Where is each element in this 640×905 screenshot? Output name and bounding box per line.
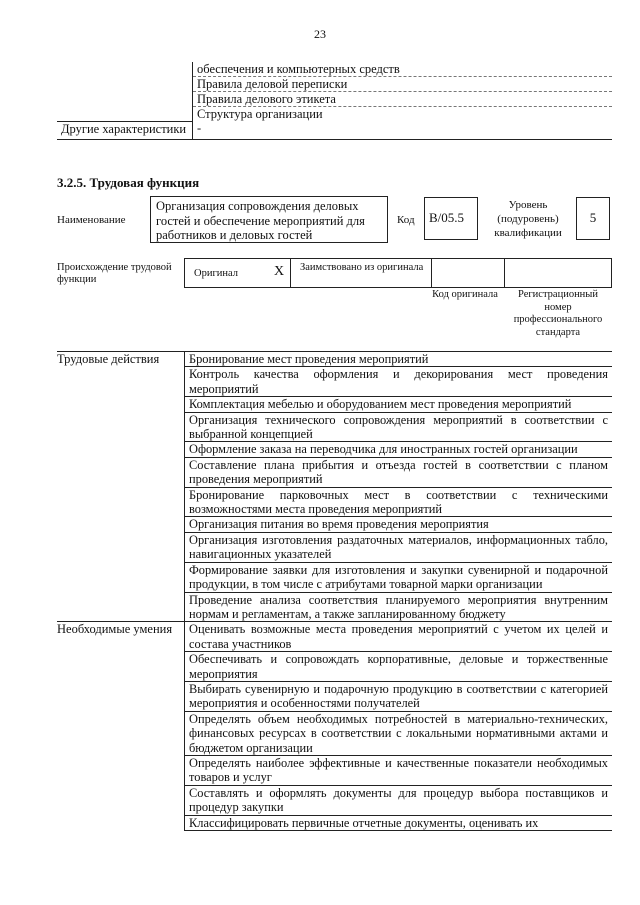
labor-action-item: Организация технического сопровождения мероприятий в соответствии с выбранной концепцией [185,412,613,442]
borrowed-label: Заимствовано из оригинала [300,262,424,273]
origin-cell-divider [431,259,432,287]
table-row [57,121,612,139]
labor-action-item: Оформление заказа на переводчика для иностранных гостей организации [185,442,613,457]
labor-action-item: Проведение анализа соответствия планируемого мероприятия внутренним нормам и регламентам, а также запланированному бюджету [185,592,613,622]
skill-item: Обеспечивать и сопровождать корпоративные, деловые и торжественные мероприятия [185,652,613,682]
origin-label: Происхождение трудовой функции [57,262,172,285]
row-value: обеспечения и компьютерных средств [193,62,613,77]
skill-item: Оценивать возможные места проведения мероприятий с учетом их целей и состава участников [185,622,613,652]
table-row [57,62,612,77]
labor-action-item: Бронирование парковочных мест в соответствии с техническими возможностями места проведения мероприятий [185,487,613,517]
labor-action-item: Организация изготовления раздаточных материалов, информационных табло, навигационных указателей [185,532,613,562]
row-label-other-characteristics: Другие характеристики [57,121,193,139]
name-value: Организация сопровождения деловых гостей и обеспечение мероприятий для работников и деловых гостей [150,196,388,243]
table-row [57,622,612,652]
level-value: 5 [576,197,610,240]
code-original-label: Код оригинала [432,289,498,300]
skill-item: Классифицировать первичные отчетные документы, оценивать их [185,815,613,830]
page-number: 23 [314,27,326,41]
original-mark: X [274,264,285,279]
function-table [57,351,612,831]
section-title: 3.2.5. Трудовая функция [57,175,200,190]
labor-action-item: Организация питания во время проведения мероприятия [185,517,613,532]
code-value: B/05.5 [424,197,478,240]
row-value: - [193,121,613,139]
labor-action-item: Контроль качества оформления и декорирования мест проведения мероприятий [185,367,613,397]
row-label [57,77,193,92]
code-label: Код [397,214,415,226]
row-label [57,107,193,122]
row-value: Правила делового этикета [193,92,613,107]
skill-item: Определять наиболее эффективные и качественные показатели необходимых товаров и услуг [185,755,613,785]
origin-cell-divider [504,259,505,287]
table-row [57,92,612,107]
row-label [57,62,193,77]
skill-item: Составлять и оформлять документы для процедур выбора поставщиков и процедур закупки [185,785,613,815]
row-label [57,92,193,107]
name-label: Наименование [57,214,126,226]
origin-cell-divider [290,259,291,287]
table-row [57,77,612,92]
table-row [57,107,612,122]
row-value: Структура организации [197,107,323,121]
skill-item: Определять объем необходимых потребностей в материально-технических, финансовых ресурсах в соответствии с локальными нормативными актами и бюджетом организации [185,711,613,755]
table-row [57,352,612,367]
row-value: Правила деловой переписки [193,77,613,92]
level-label: Уровень (подуровень) квалификации [494,199,562,239]
original-label: Оригинал [194,268,238,279]
labor-action-item: Формирование заявки для изготовления и закупки сувенирной и подарочной продукции, в том числе с атрибутами товарной марки организации [185,562,613,592]
labor-action-item: Бронирование мест проведения мероприятий [185,352,613,367]
skill-item: Выбирать сувенирную и подарочную продукцию в соответствии с категорией мероприятия и особенностями получателей [185,681,613,711]
labor-action-item: Составление плана прибытия и отъезда гостей в соответствии с планом проведения мероприятий [185,457,613,487]
skills-label: Необходимые умения [57,622,185,831]
registration-number-label: Регистрационный номер профессионального стандарта [513,289,603,338]
origin-cell-divider [184,259,185,287]
top-table-fragment [57,62,612,140]
labor-actions-label: Трудовые действия [57,352,185,622]
labor-action-item: Комплектация мебелью и оборудованием мест проведения мероприятий [185,397,613,412]
